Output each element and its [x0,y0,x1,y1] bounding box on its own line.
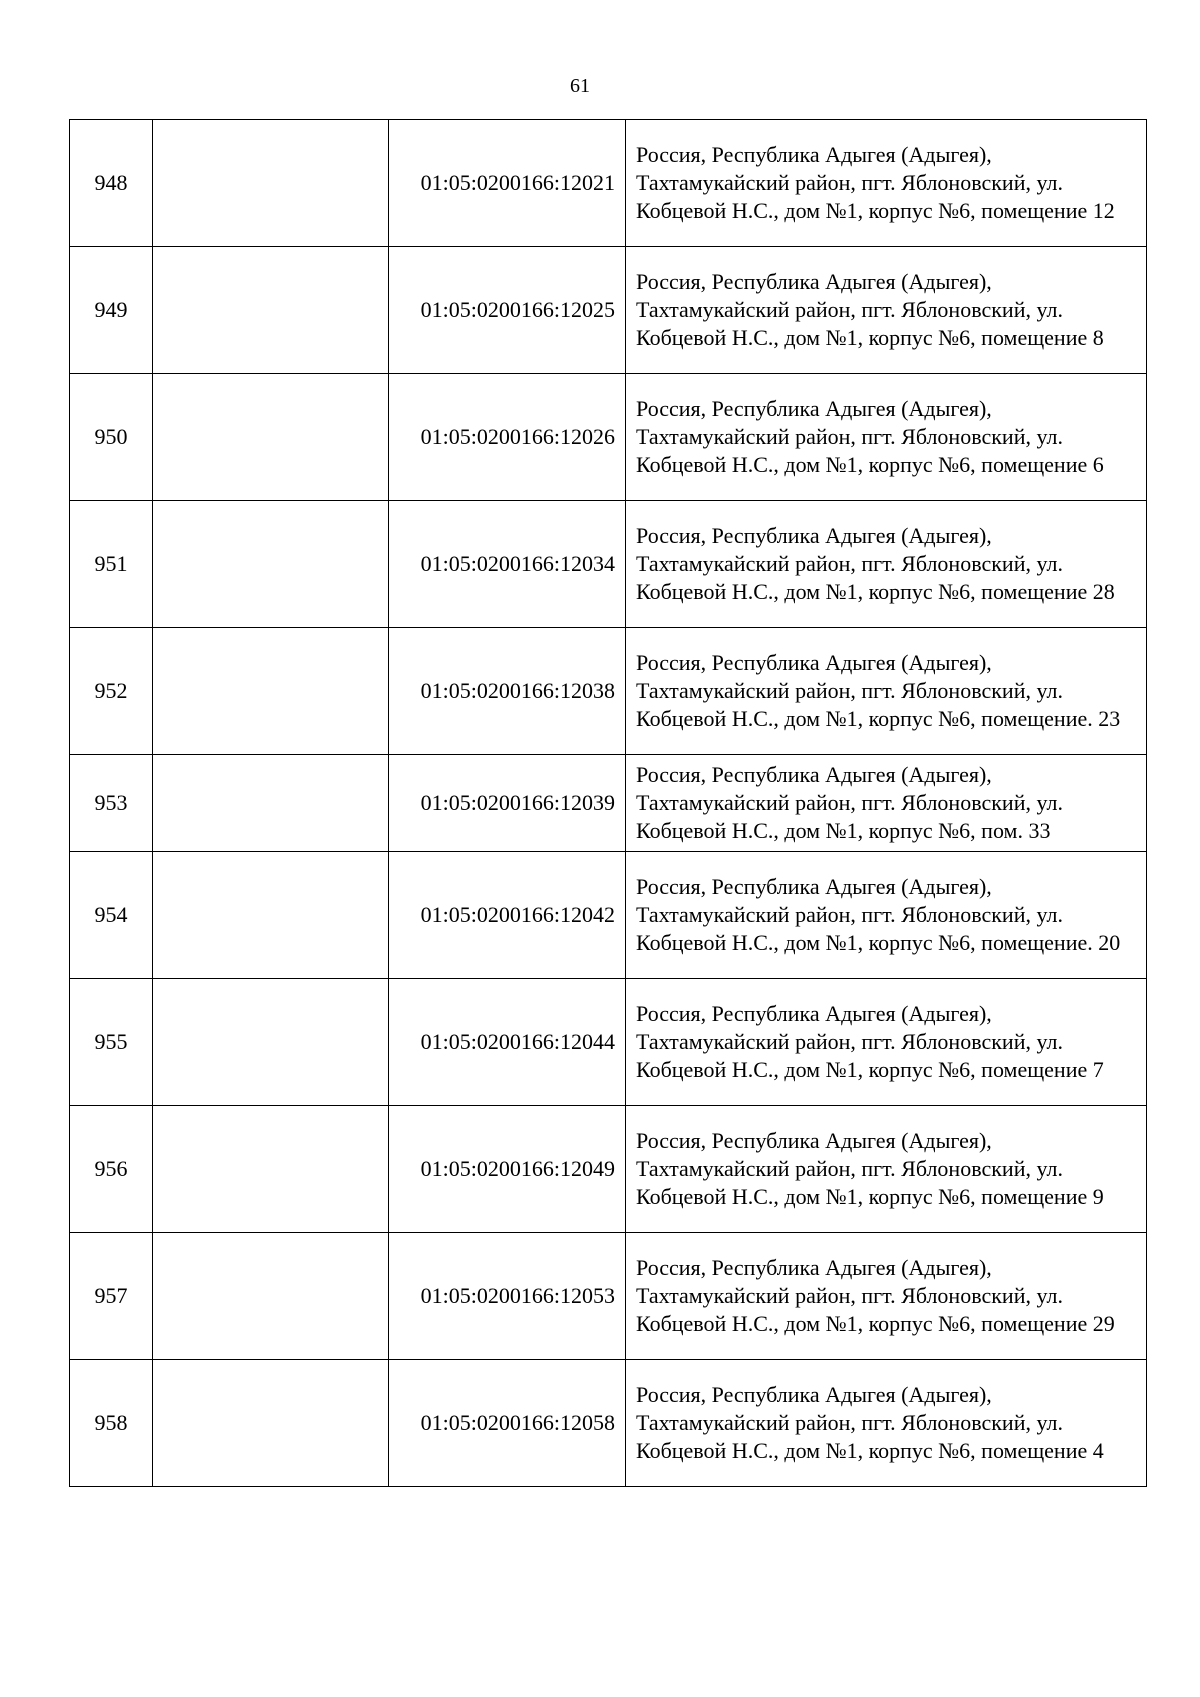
page-number: 61 [570,75,590,97]
row-number: 956 [70,1106,153,1233]
table-row [70,501,1147,628]
row-number: 952 [70,628,153,755]
table-row [70,120,1147,247]
table-row [70,852,1147,979]
table-row [70,247,1147,374]
table-row [70,979,1147,1106]
row-number: 955 [70,979,153,1106]
owner-cell [153,979,389,1106]
cadastral-number: 01:05:0200166:12042 [389,852,626,979]
address-cell: Россия, Республика Адыгея (Адыгея), Тахтамукайский район, пгт. Яблоновский, ул. Кобцевой Н.С., дом №1, корпус №6, помещение 9 [626,1106,1147,1233]
address-cell: Россия, Республика Адыгея (Адыгея), Тахтамукайский район, пгт. Яблоновский, ул. Кобцевой Н.С., дом №1, корпус №6, помещение 12 [626,120,1147,247]
address-cell: Россия, Республика Адыгея (Адыгея), Тахтамукайский район, пгт. Яблоновский, ул. Кобцевой Н.С., дом №1, корпус №6, помещение. 23 [626,628,1147,755]
cadastral-number: 01:05:0200166:12044 [389,979,626,1106]
table-row [70,374,1147,501]
owner-cell [153,374,389,501]
row-number: 953 [70,755,153,852]
cadastral-number: 01:05:0200166:12058 [389,1360,626,1487]
row-number: 957 [70,1233,153,1360]
cadastral-number: 01:05:0200166:12034 [389,501,626,628]
address-cell: Россия, Республика Адыгея (Адыгея), Тахтамукайский район, пгт. Яблоновский, ул. Кобцевой Н.С., дом №1, корпус №6, помещение 8 [626,247,1147,374]
table-row [70,755,1147,852]
owner-cell [153,755,389,852]
table-row [70,1360,1147,1487]
address-cell: Россия, Республика Адыгея (Адыгея), Тахтамукайский район, пгт. Яблоновский, ул. Кобцевой Н.С., дом №1, корпус №6, помещение 6 [626,374,1147,501]
owner-cell [153,852,389,979]
address-cell: Россия, Республика Адыгея (Адыгея), Тахтамукайский район, пгт. Яблоновский, ул. Кобцевой Н.С., дом №1, корпус №6, помещение 7 [626,979,1147,1106]
row-number: 951 [70,501,153,628]
owner-cell [153,1106,389,1233]
address-cell: Россия, Республика Адыгея (Адыгея), Тахтамукайский район, пгт. Яблоновский, ул. Кобцевой Н.С., дом №1, корпус №6, помещение 4 [626,1360,1147,1487]
cadastral-number: 01:05:0200166:12053 [389,1233,626,1360]
owner-cell [153,247,389,374]
owner-cell [153,120,389,247]
address-cell: Россия, Республика Адыгея (Адыгея), Тахтамукайский район, пгт. Яблоновский, ул. Кобцевой Н.С., дом №1, корпус №6, помещение 28 [626,501,1147,628]
table-row [70,628,1147,755]
cadastral-number: 01:05:0200166:12039 [389,755,626,852]
address-cell: Россия, Республика Адыгея (Адыгея), Тахтамукайский район, пгт. Яблоновский, ул. Кобцевой Н.С., дом №1, корпус №6, помещение. 20 [626,852,1147,979]
table-row [70,1233,1147,1360]
address-cell: Россия, Республика Адыгея (Адыгея), Тахтамукайский район, пгт. Яблоновский, ул. Кобцевой Н.С., дом №1, корпус №6, помещение 29 [626,1233,1147,1360]
row-number: 948 [70,120,153,247]
owner-cell [153,628,389,755]
row-number: 950 [70,374,153,501]
cadastral-number: 01:05:0200166:12038 [389,628,626,755]
row-number: 949 [70,247,153,374]
owner-cell [153,501,389,628]
row-number: 954 [70,852,153,979]
cadastral-number: 01:05:0200166:12025 [389,247,626,374]
cadastral-number: 01:05:0200166:12021 [389,120,626,247]
table-row [70,1106,1147,1233]
owner-cell [153,1233,389,1360]
owner-cell [153,1360,389,1487]
property-table [69,119,1147,1487]
address-cell: Россия, Республика Адыгея (Адыгея), Тахтамукайский район, пгт. Яблоновский, ул. Кобцевой Н.С., дом №1, корпус №6, пом. 33 [626,755,1147,852]
cadastral-number: 01:05:0200166:12049 [389,1106,626,1233]
row-number: 958 [70,1360,153,1487]
cadastral-number: 01:05:0200166:12026 [389,374,626,501]
